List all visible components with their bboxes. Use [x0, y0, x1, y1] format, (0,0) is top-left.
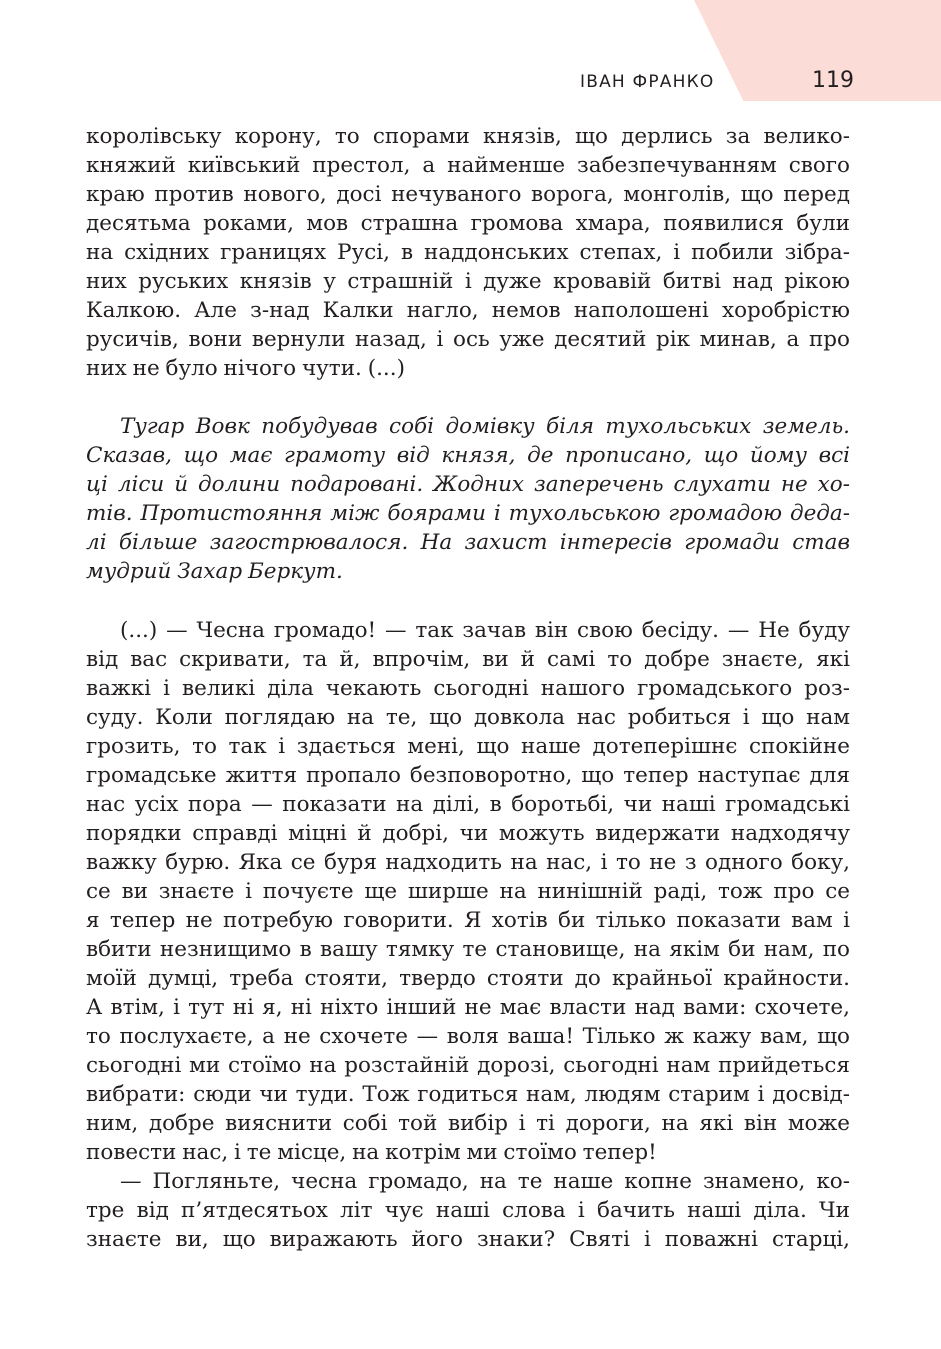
- body-line: сьогодні ми стоїмо на розстайній дорозі, сьогодні нам прийдеться: [86, 1053, 850, 1078]
- body-line: тре від п’ятдесятьох літ чує наші слова і бачить наші діла. Чи: [86, 1198, 850, 1223]
- body-line: грозить, то так і здається мені, що наше дотеперішнє спокійне: [86, 734, 850, 759]
- body-line: повести нас, і те місце, на котрім ми стоїмо тепер!: [86, 1140, 657, 1165]
- body-line: я тепер не потребую говорити. Я хотів би тілько показати вам і: [86, 908, 850, 933]
- body-line: (...) — Чесна громадо! — так зачав він свою бесіду. — Не буду: [120, 618, 850, 643]
- body-line: Калкою. Але з-над Калки нагло, немов наполошені хоробрістю: [86, 298, 850, 323]
- summary-line: Сказав, що має грамоту від князя, де прописано, що йому всі: [86, 443, 850, 468]
- body-line: княжий київський престол, а найменше забезпечуванням свого: [86, 153, 850, 178]
- body-line: суду. Коли поглядаю на те, що довкола нас робиться і що нам: [86, 705, 850, 730]
- body-line: А втім, і тут ні я, ні ніхто інший не має власти над вами: схочете,: [86, 995, 850, 1020]
- body-line: знаєте ви, що виражають його знаки? Святі і поважні старці,: [86, 1227, 850, 1252]
- body-line: се ви знаєте і почуєте ще ширше на нинішній раді, тож про се: [86, 879, 850, 904]
- body-line: громадське життя пропало безповоротно, що тепер наступає для: [86, 763, 850, 788]
- summary-line: ці ліси й долини подаровані. Жодних заперечень слухати не хо-: [86, 472, 850, 497]
- body-line: королівську корону, то спорами князів, що дерлись за велико-: [86, 124, 850, 149]
- body-line: нас усіх пора — показати на ділі, в боротьбі, чи наші громадські: [86, 792, 850, 817]
- summary-line: лі більше загострювалося. На захист інтересів громади став: [86, 530, 850, 555]
- body-line: важку бурю. Яка се буря надходить на нас, і то не з одного боку,: [86, 850, 850, 875]
- running-head: ІВАН ФРАНКО: [580, 72, 715, 92]
- body-line: важкі і великі діла чекають сьогодні нашого громадського роз-: [86, 676, 850, 701]
- page-number: 119: [812, 68, 854, 93]
- body-line: на східних границях Русі, в наддонських степах, і побили зібра-: [86, 240, 850, 265]
- body-line: від вас скривати, та й, впрочім, ви й самі то добре знаєте, які: [86, 647, 850, 672]
- body-line: краю против нового, досі нечуваного ворога, монголів, що перед: [86, 182, 850, 207]
- body-line: русичів, вони вернули назад, і ось уже десятий рік минав, а про: [86, 327, 850, 352]
- summary-line: мудрий Захар Беркут.: [86, 559, 343, 584]
- body-line: порядки справді міцні й добрі, чи можуть видержати надходячу: [86, 821, 850, 846]
- body-line: вбити незнищимо в вашу тямку те становище, на якім би нам, по: [86, 937, 850, 962]
- body-line: вибрати: сюди чи туди. Тож годиться нам, людям старим і досвід-: [86, 1082, 850, 1107]
- summary-line: тів. Протистояння між боярами і тухольською громадою деда-: [86, 501, 850, 526]
- summary-line: Тугар Вовк побудував собі домівку біля тухольських земель.: [120, 414, 850, 439]
- body-line: моїй думці, треба стояти, твердо стояти до крайньої крайности.: [86, 966, 850, 991]
- body-line: десятьма роками, мов страшна громова хмара, появилися були: [86, 211, 850, 236]
- body-line: них руських князів у страшній і дуже кровавій битві над рікою: [86, 269, 850, 294]
- body-line: — Погляньте, чесна громадо, на те наше копне знамено, ко-: [120, 1169, 850, 1194]
- body-line: ним, добре вияснити собі той вибір і ті дороги, на які він може: [86, 1111, 850, 1136]
- body-line: них не було нічого чути. (...): [86, 356, 405, 381]
- body-line: то послухаєте, а не схочете — воля ваша! Тілько ж кажу вам, що: [86, 1024, 850, 1049]
